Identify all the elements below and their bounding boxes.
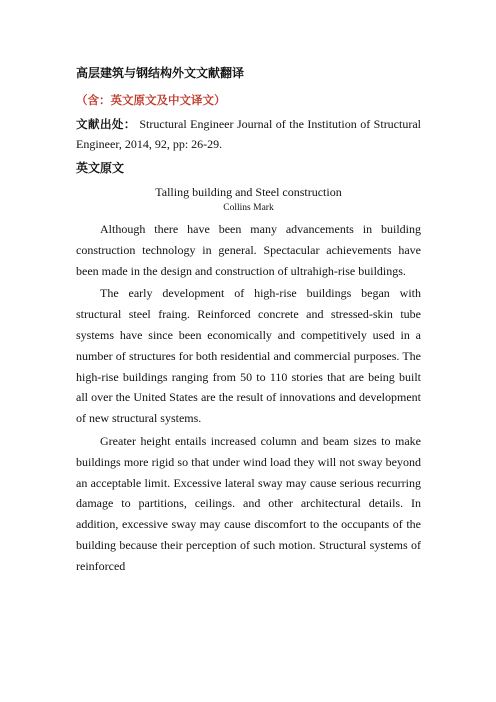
article-author: Collins Mark	[223, 203, 274, 213]
section-heading: 英文原文	[76, 161, 125, 175]
article-title: Talling building and Steel construction	[155, 185, 342, 199]
source-text: Structural Engineer Journal of the Institution of Structural Engineer, 2014, 92, pp: 26-29.	[76, 117, 422, 151]
document-content	[76, 64, 421, 579]
source-label: 文献出处：	[76, 117, 136, 131]
document-subtitle: （含：英文原文及中文译文）	[76, 93, 226, 107]
paragraph: Although there have been many advancements in building construction technology in general. Spectacular achievements have been made in the design and construction of ultrahigh-rise buildings.	[76, 222, 421, 278]
document-title: 高层建筑与钢结构外文文献翻译	[76, 66, 245, 80]
paragraph: The early development of high-rise buildings began with structural steel fraing. Reinforced concrete and stressed-skin tube systems have since been economically and competitively used in a number of structures for both residential and commercial purposes. The high-rise buildings ranging from 50 to 110 stories that are being built all over the United States are the result of innovations and development of new structural systems.	[76, 286, 421, 426]
paragraph: Greater height entails increased column and beam sizes to make buildings more rigid so that under wind load they will not sway beyond an acceptable limit. Excessive lateral sway may cause serious recurring damage to partitions, ceilings. and other architectural details. In addition, excessive sway may cause discomfort to the occupants of the building because their perception of such motion. Structural systems of reinforced	[76, 433, 421, 573]
source-citation	[76, 114, 421, 154]
